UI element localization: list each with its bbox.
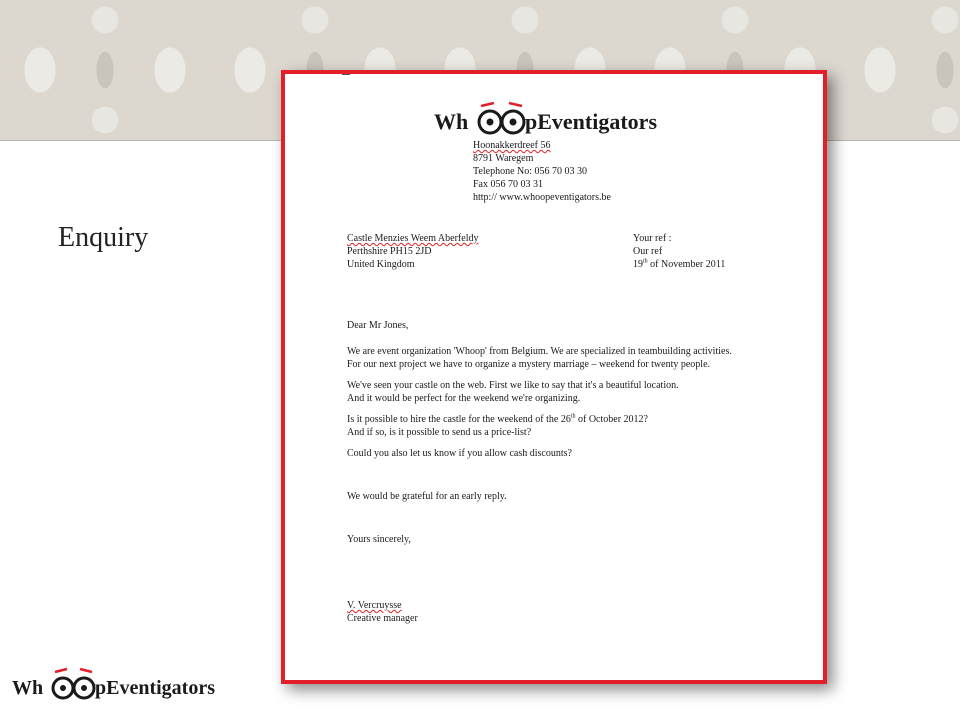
your-ref: Your ref : [633,233,672,244]
sender-phone: Telephone No: 056 70 03 30 [473,166,588,177]
paragraph-3b: And if so, is it possible to send us a price-list? [347,427,532,438]
salutation: Dear Mr Jones, [347,320,409,331]
paragraph-2a: We've seen your castle on the web. First we like to say that it's a beautiful location. [347,380,679,391]
paragraph-2b: And it would be perfect for the weekend we're organizing. [347,393,581,404]
footer-logo-brow-right [80,669,92,672]
paragraph-1a: We are event organization 'Whoop' from Belgium. We are specialized in teambuilding activities. [347,346,732,357]
logo-pupil-left [487,119,494,126]
reference-block [633,232,725,271]
footer-whoop-logo [10,663,230,703]
corner-mark [342,74,350,75]
closing: Yours sincerely, [347,534,411,545]
footer-logo-brow-left [55,669,67,672]
signature-title: Creative manager [347,613,418,624]
footer-logo-pupil-right [81,685,87,691]
logo-brow-left [481,103,494,106]
logo-pupil-right [510,119,517,126]
date-ordinal: th [643,258,648,265]
sender-city: 8791 Waregem [473,153,534,164]
footer-logo-pupil-left [60,685,66,691]
signature-name: V. Vercruysse [347,600,402,611]
recipient-address [347,232,478,271]
para3-ordinal: th [570,413,576,420]
our-ref: Our ref [633,246,663,257]
paragraph-3a [347,413,747,426]
recipient-line2: Perthshire PH15 2JD [347,246,432,257]
logo-prefix: Wh [434,109,469,134]
paragraph-5: We would be grateful for an early reply. [347,491,507,502]
footer-logo-suffix: pEventigators [95,677,215,699]
whoop-logo [430,96,670,138]
sender-web: http:// www.whoopeventigators.be [473,192,611,203]
recipient-line1: Castle Menzies Weem Aberfeldy [347,233,479,244]
slide-title: Enquiry [58,222,149,253]
para3-post: of October 2012? [575,414,648,425]
logo-suffix: pEventigators [525,109,657,134]
letter-image-frame [281,70,827,684]
letter-document [285,74,823,680]
date-rest: of November 2011 [647,259,726,270]
para3-pre: Is it possible to hire the castle for the weekend of the 26 [347,414,571,425]
recipient-line3: United Kingdom [347,259,415,270]
letter-body [347,319,747,625]
paragraph-4: Could you also let us know if you allow cash discounts? [347,448,572,459]
sender-fax: Fax 056 70 03 31 [473,179,543,190]
sender-street: Hoonakkerdreef 56 [473,140,551,151]
logo-brow-right [509,103,522,106]
footer-logo-prefix: Wh [12,677,44,699]
sender-address [473,139,611,204]
date-day: 19 [633,259,643,270]
letter-date [633,258,725,271]
paragraph-1b: For our next project we have to organize a mystery marriage – weekend for twenty people. [347,359,711,370]
